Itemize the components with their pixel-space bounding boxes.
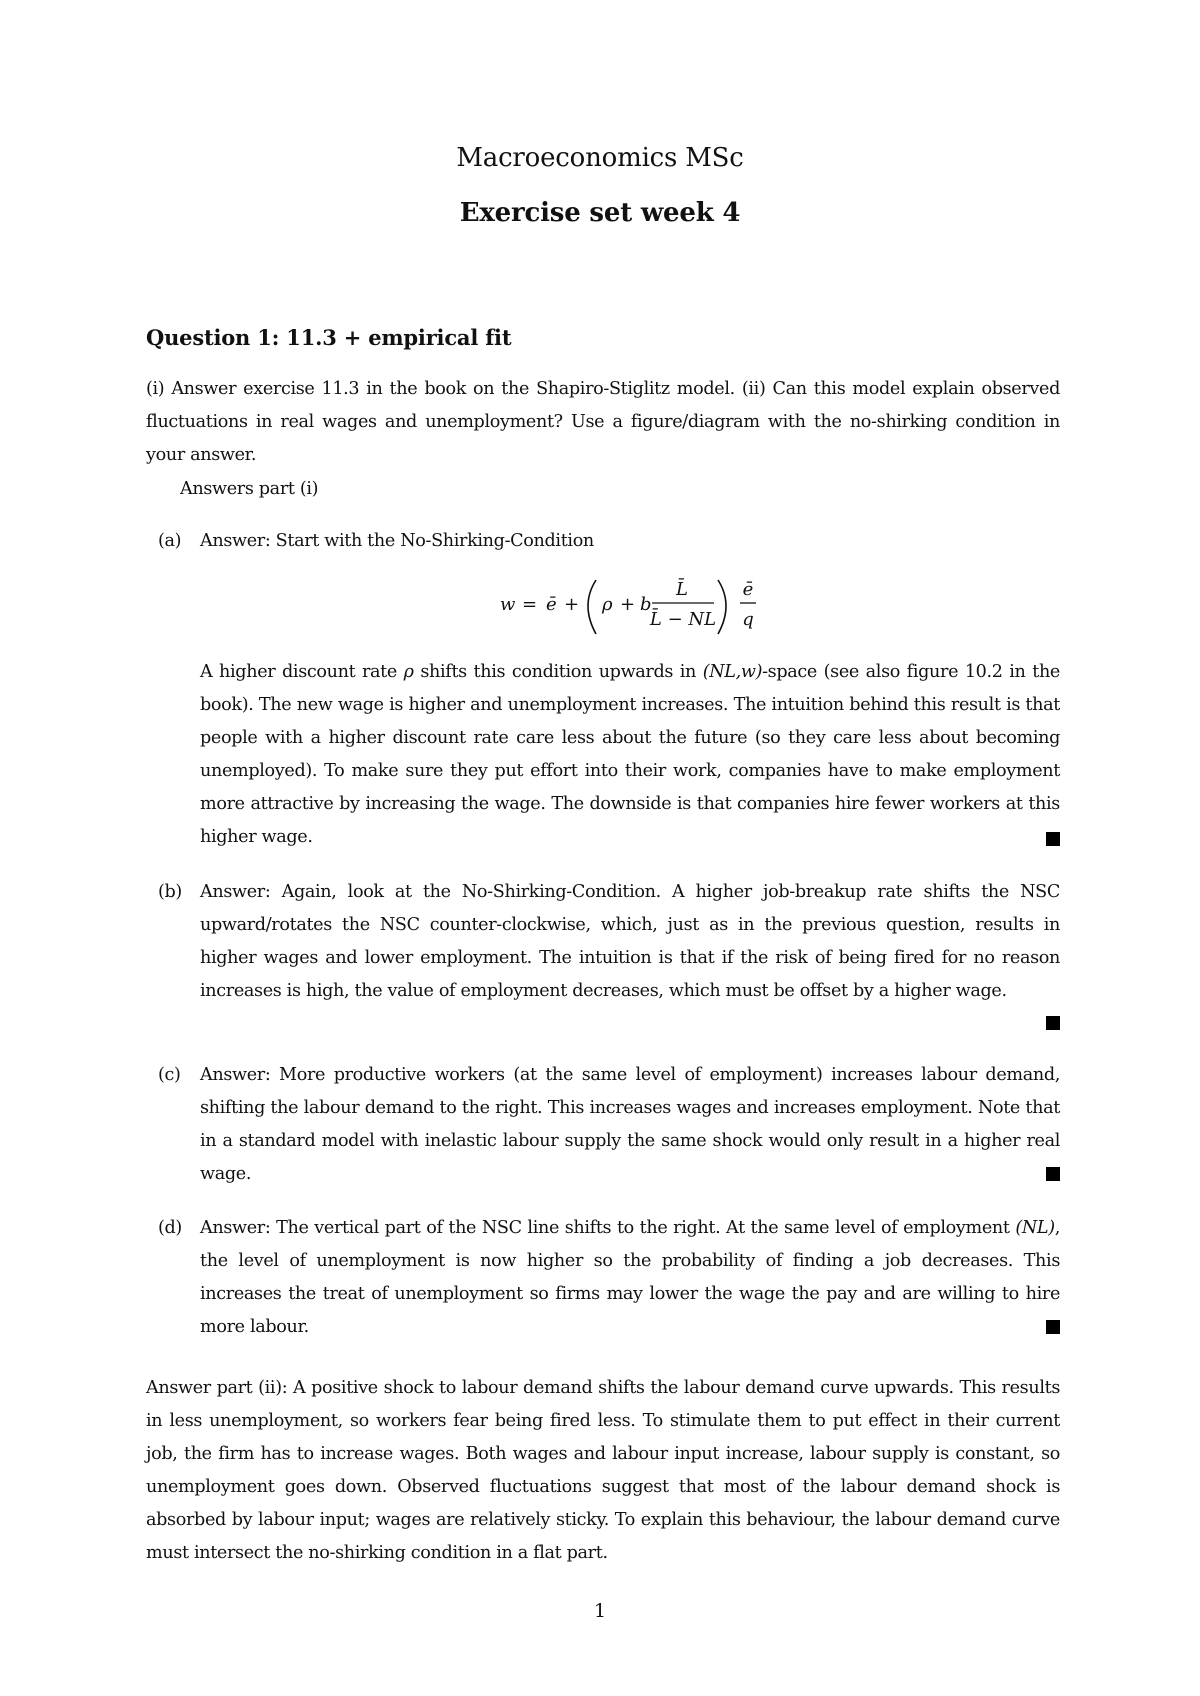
qed-mark-d [1046,1320,1060,1334]
eq-e-bar: ē [546,594,557,615]
no-shirking-equation [496,570,786,640]
question-heading: Question 1: 11.3 + empirical fit [146,325,512,350]
item-d-text-1: Answer: The vertical part of the NSC line shifts to the right. At the same level of employment [200,1218,1016,1238]
item-label-a: (a) [158,531,182,551]
eq-w: w [500,594,516,615]
qed-mark-a [1046,832,1060,846]
eq-denominator: L̄ − NL [649,609,717,630]
answers-label: Answers part (i) [180,479,319,499]
item-d-text-2: , the level of unemployment is now higher so the probability of finding a job decreases. This increases the treat of unemployment so firms may lower the wage the pay and are willing to hire more labour. [200,1218,1060,1337]
answer-part-ii: Answer part (ii): A positive shock to labour demand shifts the labour demand curve upwards. This results in less unemployment, so workers fear being fired less. To stimulate them to put effect in their current job, the firm has to increase wages. Both wages and labour input increase, labour supply is constant, so unemployment goes down. Observed fluctuations suggest that most of the labour demand shock is absorbed by labour input; wages are relatively sticky. To explain this behaviour, the labour demand curve must intersect the no-shirking condition in a flat part. [146,1378,1060,1563]
document-title: Macroeconomics MSc [456,143,744,173]
qed-mark-c [1046,1167,1060,1181]
qed-mark-b [1046,1016,1060,1030]
eq-right-numerator: ē [742,579,754,600]
item-label-b: (b) [158,882,182,902]
item-a-text-3: -space (see also figure 10.2 in the book). The new wage is higher and unemployment increases. The intuition behind this result is that people with a higher discount rate care less about the future (so they care less about becoming unemployed). To make sure they put effort into their work, companies have to make employment more attractive by increasing the wage. The downside is that companies hire fewer workers at this higher wage. [200,662,1060,847]
item-a-math-rho: ρ [403,662,414,682]
item-body-b: Answer: Again, look at the No-Shirking-Condition. A higher job-breakup rate shifts the NSC upward/rotates the NSC counter-clockwise, which, just as in the previous question, results in higher wages and lower employment. The intuition is that if the risk of being fired for no reason increases is high, the value of employment decreases, which must be offset by a higher wage. [200,882,1060,1001]
item-body-c: Answer: More productive workers (at the same level of employment) increases labour demand, shifting the labour demand to the right. This increases wages and increases employment. Note that in a standard model with inelastic labour supply the same shock would only result in a higher real wage. [200,1065,1060,1184]
item-a-math-space: (NL,w) [702,662,763,682]
eq-plus-1: + [564,594,580,615]
page-number: 1 [593,1600,607,1622]
eq-b: b [640,594,652,615]
item-a-text-1: A higher discount rate [200,662,404,682]
item-body-a [200,656,1060,854]
item-body-d [200,1212,1060,1344]
item-label-c: (c) [158,1065,181,1085]
item-lead-a: Answer: Start with the No-Shirking-Condition [200,531,594,551]
eq-equals: = [522,594,538,615]
eq-right-denominator: q [742,609,754,630]
eq-right-paren [718,580,726,634]
document-subtitle: Exercise set week 4 [459,198,741,228]
eq-numerator: L̄ [676,579,688,600]
item-label-d: (d) [158,1218,182,1238]
eq-rho: ρ [602,594,613,615]
eq-plus-2: + [620,594,636,615]
item-d-math-nl: (NL) [1015,1218,1055,1238]
question-intro: (i) Answer exercise 11.3 in the book on the Shapiro-Stiglitz model. (ii) Can this model explain observed fluctuations in real wages and unemployment? Use a figure/diagram with the no-shirking condition in your answer. [146,379,1060,465]
item-a-text-2: shifts this condition upwards in [413,662,703,682]
eq-left-paren [588,580,596,634]
